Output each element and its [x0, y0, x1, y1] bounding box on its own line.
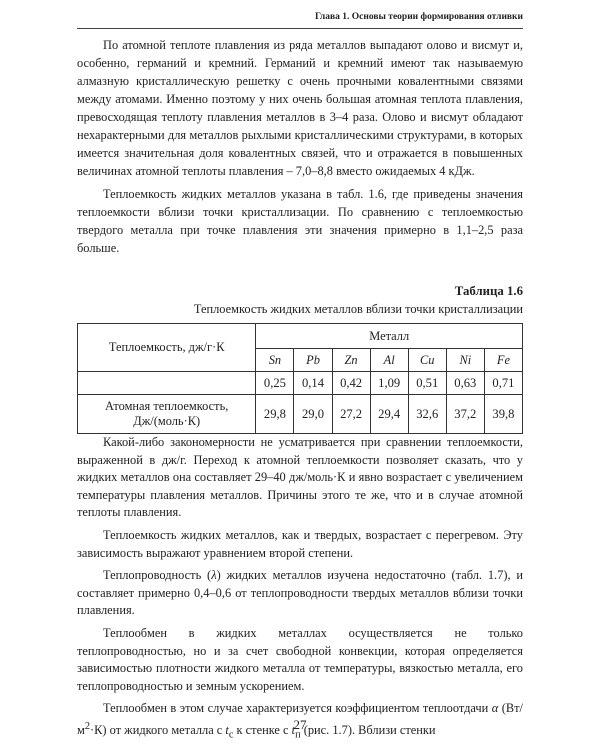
temperature-symbol: t [291, 723, 296, 738]
table-cell: 0,14 [294, 372, 332, 395]
temperature-symbol: t [225, 723, 229, 738]
lambda-symbol: λ [211, 568, 217, 583]
subscript: п [295, 729, 301, 741]
text-run: Теплопроводность ( [103, 568, 212, 583]
paragraph: Теплоемкость жидких металлов указана в табл. 1.6, где приведены значения теплоемкости вблизи точки кристаллизации. По сравнению с теплоемкостью твердого металла при точке плавления эти значения примерно в 1,1–2,5 раза больше. [77, 187, 523, 255]
metal-symbol: Zn [332, 349, 370, 372]
text-run: (Вт/м [77, 701, 523, 738]
metal-symbol: Ni [446, 349, 484, 372]
table-cell: 39,8 [484, 395, 522, 434]
table-cell: 27,2 [332, 395, 370, 434]
alpha-symbol: α [491, 701, 499, 716]
text-run: ) жидких металлов изучена недостаточно (табл. 1.7), и составляет примерно 0,4–0,6 от теплопроводности твердых металлов вблизи точки плавления. [77, 568, 523, 618]
metal-symbol: Fe [484, 349, 522, 372]
header-rule [77, 28, 523, 29]
text-run: (рис. 1.7). Вблизи стенки [300, 723, 436, 738]
subscript: с [228, 729, 234, 741]
text-run: Теплообмен в этом случае характеризуется коэффициентом теплоотдачи [103, 701, 492, 716]
page-number: 27 [293, 717, 307, 732]
row-label-line: Дж/(моль·К) [133, 414, 201, 428]
paragraph: Какой-либо закономерности не усматривается при сравнении теплоемкости, выраженной в дж/г. Переход к атомной теплоемкости позволяет сказать, что у жидких металлов она составляет 29–40 дж/моль·К и явно возрастает с увеличением температуры плавления металлов. Причины этого те же, что и в случае атомной теплоты плавления. [77, 435, 523, 520]
table-cell: 32,6 [408, 395, 446, 434]
paragraph: По атомной теплоте плавления из ряда металлов выпадают олово и висмут и, особенно, германий и кремний. Германий и кремний имеют так называемую алмазную кристаллическую решетку с очень прочными ковалентными связями между атомами. Именно поэтому у них очень большая атомная теплота плавления, превосходящая теплоту плавления металлов в 3–4 раза. Олово и висмут обладают нехарактерными для металлов рыхлыми кристаллическими структурами, в которых имеется значительная доля ковалентных связей, что и отражается в повышенных величинах атомной теплоты плавления – 7,0–8,8 вместо ожидаемых 4 кДж. [77, 38, 523, 178]
table-group-header: Металл [256, 324, 523, 349]
table-cell-empty [78, 372, 256, 395]
metal-symbol: Cu [408, 349, 446, 372]
table-label: Таблица 1.6 [454, 284, 523, 298]
metal-symbol: Al [370, 349, 408, 372]
table-cell: 29,0 [294, 395, 332, 434]
table-cell: 1,09 [370, 372, 408, 395]
running-head: Глава 1. Основы теории формирования отливки [314, 12, 523, 22]
table-cell: 0,63 [446, 372, 484, 395]
body-text-top [77, 36, 523, 262]
table-row-label [78, 395, 256, 434]
table-cell: 29,4 [370, 395, 408, 434]
data-table [77, 323, 523, 434]
metal-symbol: Sn [256, 349, 294, 372]
paragraph [77, 567, 523, 620]
paragraph: Теплоемкость жидких металлов, как и твердых, возрастает с перегревом. Эту зависимость выражают уравнением второй степени. [77, 527, 523, 560]
row-label-line: Атомная теплоемкость, [105, 399, 229, 413]
table-cell: 0,42 [332, 372, 370, 395]
metal-symbol: Pb [294, 349, 332, 372]
table-cell: 29,8 [256, 395, 294, 434]
table-cell: 37,2 [446, 395, 484, 434]
table-cell: 0,71 [484, 372, 522, 395]
table-cell: 0,51 [408, 372, 446, 395]
body-text-bottom [77, 434, 523, 749]
table-row-header-label: Теплоемкость, дж/г·К [78, 324, 256, 372]
superscript: 2 [84, 720, 91, 732]
table-caption: Теплоемкость жидких металлов вблизи точки кристаллизации [193, 302, 523, 316]
text-run: ·К) от жидкого металла с [90, 723, 226, 738]
table-cell: 0,25 [256, 372, 294, 395]
paragraph: Теплообмен в жидких металлах осуществляется не только теплопроводностью, но и за счет свободной конвекции, которая определяется зависимостью плотности жидкого металла от температуры, вязкостью металла, его теплопроводностью и земным ускорением. [77, 625, 523, 693]
text-run: к стенке с [233, 723, 292, 738]
